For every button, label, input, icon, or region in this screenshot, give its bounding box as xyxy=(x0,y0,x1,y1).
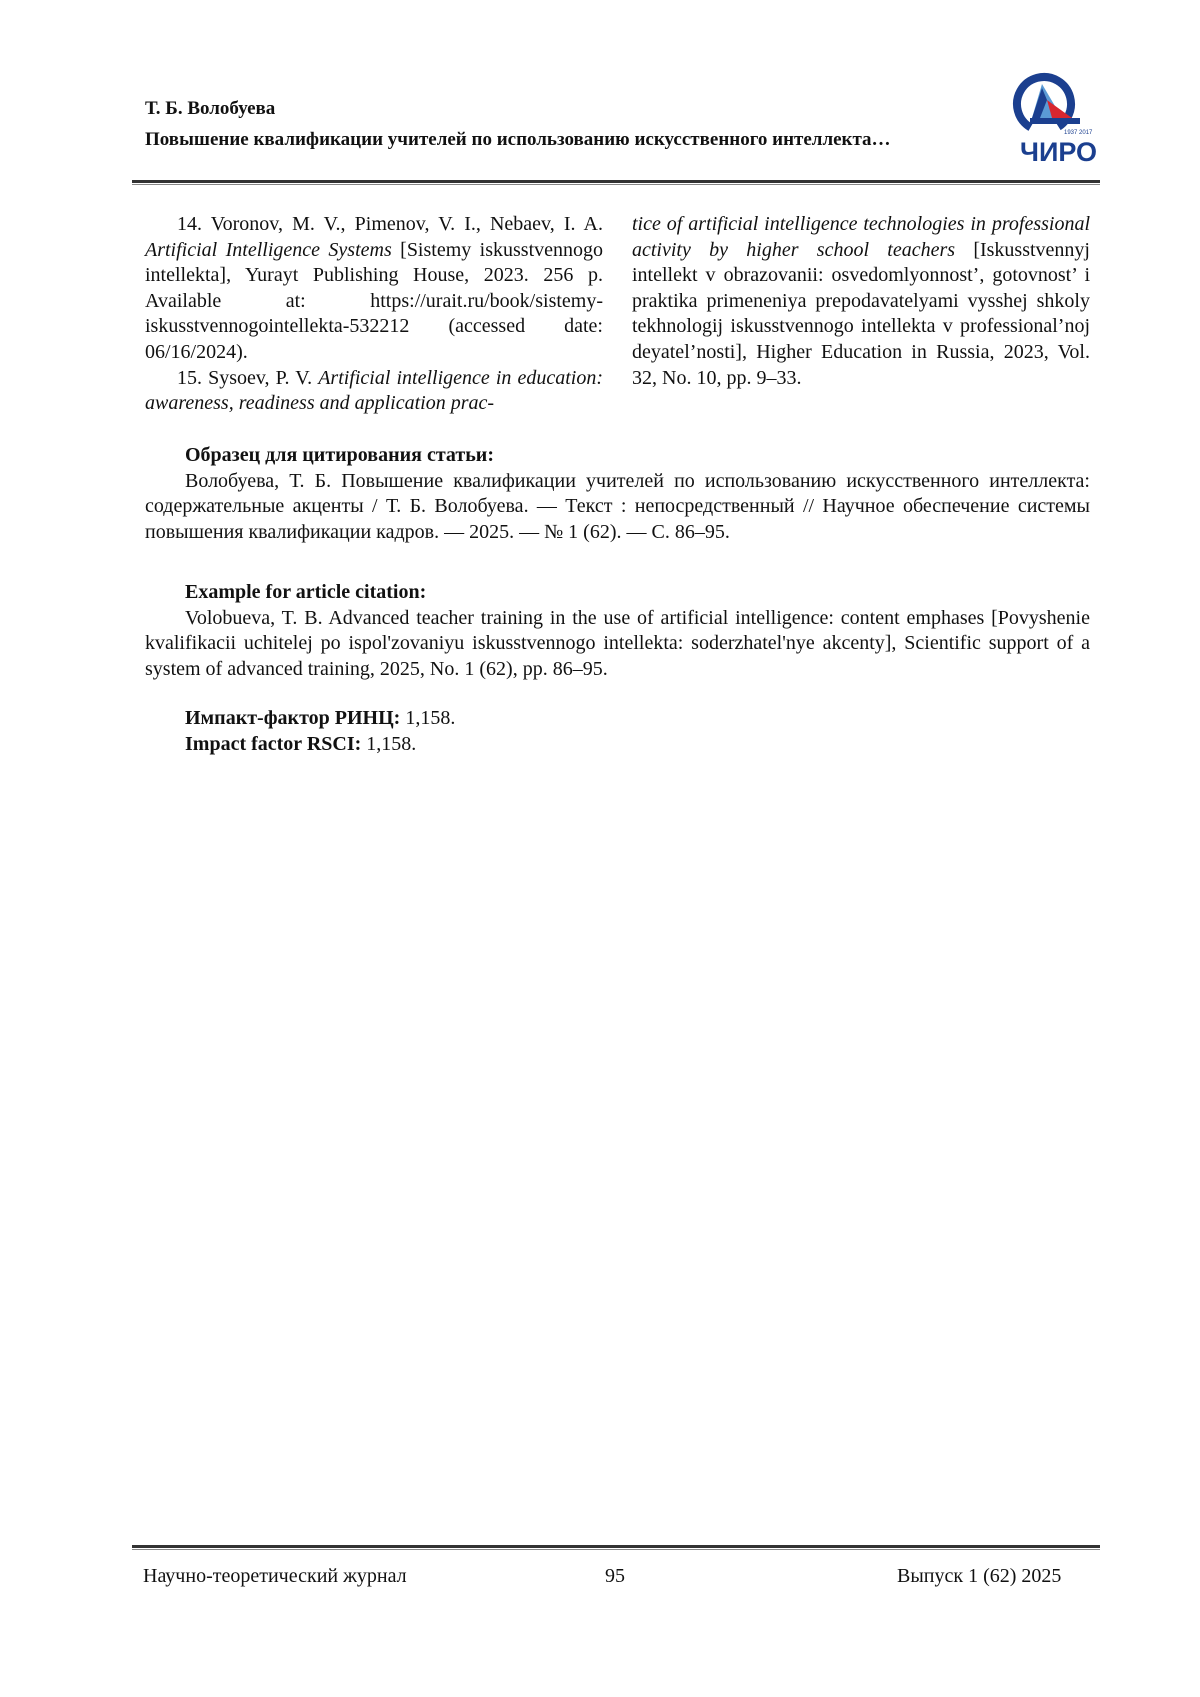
citation-ru-heading: Образец для цитирования статьи: xyxy=(185,444,494,466)
header-rule-thin xyxy=(132,184,1100,185)
footer-rule xyxy=(132,1545,1100,1548)
impact-rsci: Impact factor RSCI: 1,158. xyxy=(185,732,417,755)
logo-text: ЧИРО xyxy=(1020,137,1098,167)
impact-factors xyxy=(145,706,1090,757)
citation-en xyxy=(145,580,1090,682)
references-left-column xyxy=(145,212,603,417)
references-right-column xyxy=(632,212,1090,391)
citation-en-heading: Example for article citation: xyxy=(185,581,427,603)
header-title: Повышение квалификации учителей по использованию искусственного интеллекта… xyxy=(145,129,891,150)
citation-en-text: Volobueva, T. B. Advanced teacher training in the use of artificial intelligence: content emphases [Povyshenie kvalifikacii uchitelej po ispol'zovaniyu iskusstvennogo intellekta: soderzhatel'nye akcenty], Scientific support of a system of advanced training, 2025, No. 1 (62), pp. 86–95. xyxy=(145,606,1090,680)
header-rule xyxy=(132,180,1100,183)
footer-issue: Выпуск 1 (62) 2025 xyxy=(897,1565,1062,1587)
footer-rule-thin xyxy=(132,1549,1100,1550)
reference-15-continued: tice of artificial intelligence technologies in professional activity by higher school teachers [Iskusstvennyj intellekt v obrazovanii: osvedomlyonnost’, gotovnost’ i praktika primeneniya prepodavatelyami vysshej shkoly tekhnologij iskusstvennogo intellekta v professional’noj deyatel’nosti], Higher Education in Russia, 2023, Vol. 32, No. 10, pp. 9–33. xyxy=(632,213,1090,389)
logo-years: 1937 2017 xyxy=(1064,130,1093,136)
chiro-logo xyxy=(1002,70,1110,170)
reference-15-start: 15. Sysoev, P. V. Artificial intelligence in education: awareness, readiness and application prac- xyxy=(145,366,603,415)
citation-ru-text: Волобуева, Т. Б. Повышение квалификации учителей по использованию искусственного интеллекта: содержательные акценты / Т. Б. Волобуева. — Текст : непосредственный // Научное обеспечение системы повышения квалификации кадров. — 2025. — № 1 (62). — С. 86–95. xyxy=(145,469,1090,543)
citation-ru xyxy=(145,443,1090,545)
reference-14: 14. Voronov, M. V., Pimenov, V. I., Nebaev, I. A. Artificial Intelligence Systems [Sistemy iskusstvennogo intellekta], Yurayt Publishing House, 2023. 256 p. Available at: https://urait.ru/book/sistemy-iskusstvennogointellekta-532212 (accessed date: 06/16/2024). xyxy=(145,213,604,363)
page-number: 95 xyxy=(605,1565,625,1587)
footer-journal: Научно-теоретический журнал xyxy=(143,1565,407,1587)
impact-rinc: Импакт-фактор РИНЦ: 1,158. xyxy=(185,707,456,729)
header-author: Т. Б. Волобуева xyxy=(145,98,276,119)
